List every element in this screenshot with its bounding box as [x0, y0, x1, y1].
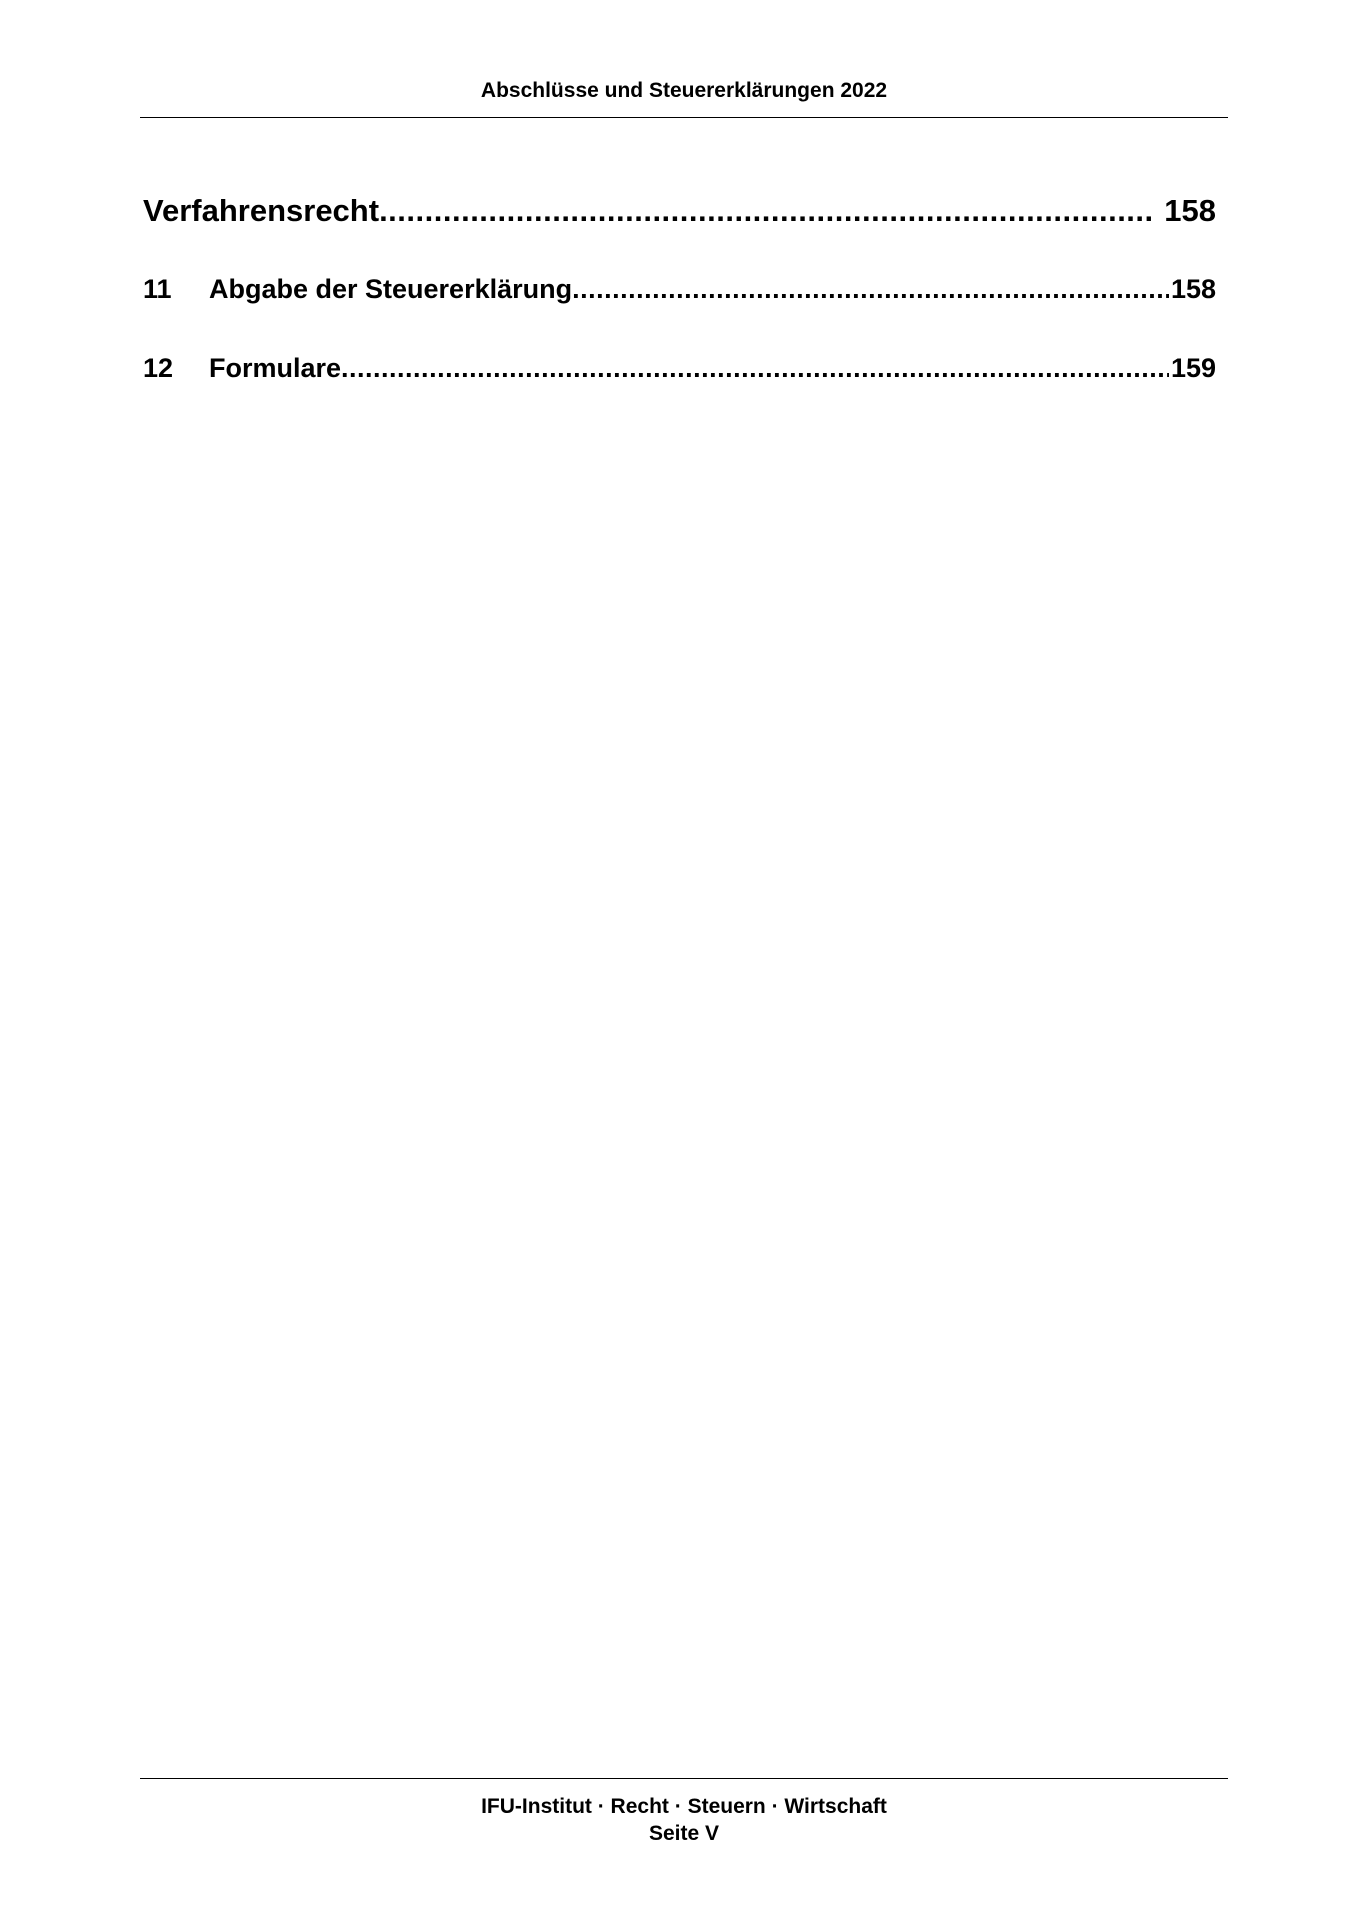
toc-entry-number: 11: [143, 274, 172, 304]
table-of-contents: [143, 192, 1216, 385]
toc-entry-12[interactable]: [143, 351, 1216, 385]
toc-entry-11[interactable]: [143, 272, 1216, 306]
toc-entry-page: 158: [1170, 274, 1216, 304]
toc-leader-dots: [572, 272, 1169, 306]
toc-leader-dots: [379, 192, 1154, 230]
toc-entry-title: Formulare: [209, 353, 342, 383]
toc-entry-title: Abgabe der Steuererklärung: [209, 274, 573, 304]
toc-leader-dots: [341, 351, 1169, 385]
page-footer: [140, 1778, 1228, 1847]
footer-page-number: Seite V: [648, 1822, 720, 1845]
footer-publisher: IFU-Institut · Recht · Steuern · Wirtschaft: [481, 1795, 887, 1818]
toc-entry-number: 12: [143, 353, 174, 383]
page-header: [140, 78, 1228, 118]
toc-chapter-verfahrensrecht[interactable]: [143, 192, 1216, 230]
toc-entry-page: 159: [1170, 353, 1216, 383]
document-title: Abschlüsse und Steuererklärungen 2022: [480, 79, 888, 102]
toc-chapter-page: 158: [1154, 192, 1216, 230]
toc-chapter-title: Verfahrensrecht: [143, 193, 380, 228]
